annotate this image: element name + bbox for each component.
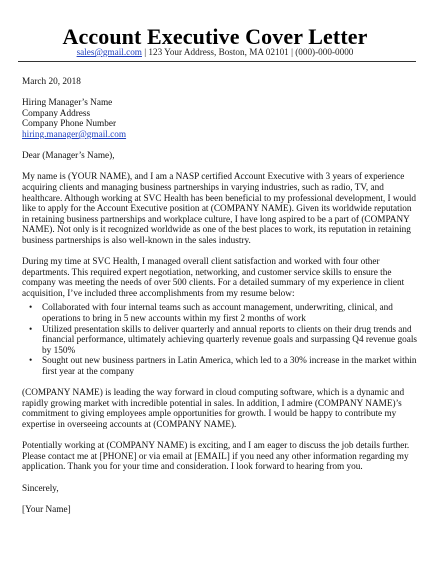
letter-body xyxy=(22,77,418,526)
salutation: Dear (Manager’s Name), xyxy=(22,151,115,162)
contact-line xyxy=(0,47,430,57)
list-item xyxy=(29,324,418,357)
bullet-icon: • xyxy=(29,303,33,314)
bullet-text: Collaborated with four internal teams such as account management, underwriting, clinical, and operations to bring in 5 new accounts within my first 2 months of work xyxy=(42,303,393,325)
signature: [Your Name] xyxy=(22,504,71,515)
bullet-icon: • xyxy=(29,356,33,367)
letter-date: March 20, 2018 xyxy=(22,77,81,87)
recipient-block xyxy=(22,98,418,140)
recipient-email-link[interactable]: hiring.manager@gmail.com xyxy=(22,129,127,140)
accomplishments-list xyxy=(22,303,418,377)
list-item xyxy=(29,356,418,378)
paragraph-closing: Potentially working at (COMPANY NAME) is exciting, and I am eager to discuss the job details further. Please contact me at [PHONE] or via email at [EMAIL] if you need any other information regarding my application. Thank you for your time and consideration. I look forward to hearing from you. xyxy=(22,441,410,473)
bullet-text: Utilized presentation skills to deliver quarterly and annual reports to clients on their drug trends and financial performance, ultimately achieving quarterly revenue goals and surpassing Q4 revenue goals by 150% xyxy=(42,324,417,356)
recipient-company: Company Address xyxy=(22,108,91,119)
paragraph-experience: During my time at SVC Health, I managed overall client satisfaction and worked with four other departments. This required expert negotiation, networking, and customer service skills to ensure the company was meeting the needs of over 500 clients. For a detailed summary of my experience in client acquisition, I’ve included three accomplishments from my resume below: xyxy=(22,257,405,299)
closing: Sincerely, xyxy=(22,483,59,494)
header-address-phone: | 123 Your Address, Boston, MA 02101 | (000)-000-0000 xyxy=(141,47,354,57)
bullet-text: Sought out new business partners in Latin America, which led to a 30% increase in the market within first year at the company xyxy=(42,356,417,378)
bullet-icon: • xyxy=(29,324,33,335)
paragraph-intro: My name is (YOUR NAME), and I am a NASP certified Account Executive with 3 years of experience acquiring clients and managing business partnerships in varying industries, such as radio, TV, and healthcare. Although working at SVC Health has been beneficial to my professional development, I would like to apply for the Account Executive position at (COMPANY NAME). Given its worldwide reputation in retaining business partnerships and workplace culture, I have long aspired to be a part of (COMPANY NAME). Not only is it recognized worldwide as one of the best places to work, its reputation in retaining business partnerships is also well-known in the sales industry. xyxy=(22,172,417,246)
recipient-phone: Company Phone Number xyxy=(22,119,117,130)
recipient-name: Hiring Manager’s Name xyxy=(22,98,113,109)
page-title: Account Executive Cover Letter xyxy=(62,24,368,49)
list-item xyxy=(29,303,418,325)
paragraph-company: (COMPANY NAME) is leading the way forward in cloud computing software, which is a dynamic and rapidly growing market with incredible potential in sales. In addition, I admire (COMPANY NAME)’s commitment to giving employees ample opportunities for growth. I would be happy to contribute my expertise in overseeing accounts at (COMPANY NAME). xyxy=(22,388,405,430)
header-email-link[interactable]: sales@gmail.com xyxy=(76,47,142,57)
header-divider xyxy=(18,61,416,62)
